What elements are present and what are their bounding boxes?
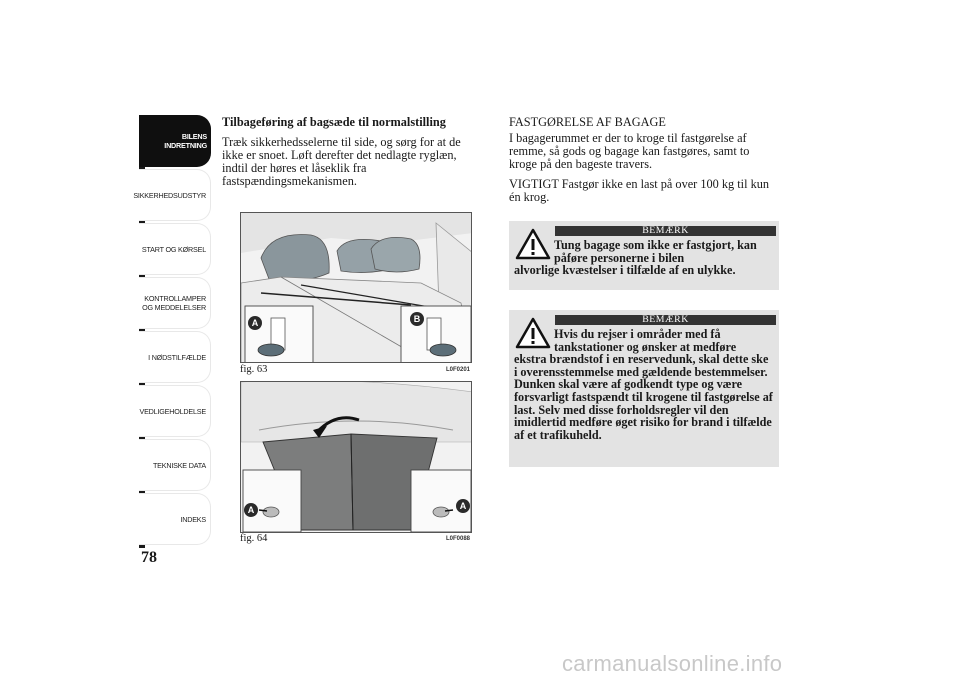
tab-bilens-indretning[interactable]: [139, 115, 211, 167]
note-first-lines: Tung bagage som ikke er fastgjort, kan påføre personerne i bilen: [554, 238, 757, 265]
body-paragraph-1: I bagagerummet er der to kroge til fastgørelse af remme, så gods og bagage kan fastgøres, samt to kroge på den bageste travers.: [509, 131, 750, 171]
tab-label: I NØDSTILFÆLDE: [148, 352, 206, 362]
tab-label: TEKNISKE DATA: [152, 460, 206, 470]
tab-label: BILENS INDRETNING: [164, 132, 207, 150]
figure-64-image: [240, 381, 472, 533]
note-title: BEMÆRK: [555, 226, 776, 236]
figure-63-caption: fig. 63: [240, 364, 268, 375]
tab-label: SIKKERHEDSUDSTYR: [133, 190, 206, 200]
figure-64-caption: fig. 64: [240, 533, 268, 544]
warning-note-2: [509, 310, 779, 467]
callout-a: A: [251, 318, 259, 328]
left-column: [222, 116, 484, 195]
tab-sikkerhedsudstyr[interactable]: [133, 169, 211, 221]
note-rest: ekstra brændstof i en reservedunk, skal dette ske i overensstemmelse med gældende bestemmelser. Dunken skal være af godkendt type og være forsvarligt fastspændt til krogene til fastgørelse af last. Selv med disse forholdsregler vil den imidlertid medføre øget risiko for brand i tilfælde af et trafikuheld.: [514, 352, 773, 442]
tab-label: VEDLIGEHOLDELSE: [139, 406, 206, 416]
page-number: 78: [141, 549, 157, 566]
note-first-lines: Hvis du rejser i områder med få tankstationer og ønsker at medføre: [554, 327, 737, 354]
callout-a-right: A: [459, 501, 467, 511]
section-heading: FASTGØRELSE AF BAGAGE: [509, 115, 666, 129]
figure-64-code: L0F0088: [446, 536, 471, 542]
body-paragraph-2: VIGTIGT Fastgør ikke en last på over 100 kg til kun én krog.: [509, 177, 770, 204]
callout-a-left: A: [247, 505, 255, 515]
tab-i-nodstilfaelde[interactable]: [139, 331, 211, 383]
note-text: [514, 239, 774, 277]
tab-label: INDEKS: [180, 514, 206, 524]
warning-triangle-icon: [515, 228, 551, 260]
figure-63-image: [240, 212, 472, 363]
warning-triangle-icon: [515, 317, 551, 349]
tab-vedligeholdelse[interactable]: [139, 385, 211, 437]
note-text: [514, 328, 774, 441]
rear-seat-illustration: [241, 213, 472, 363]
tab-label: START OG KØRSEL: [141, 244, 206, 254]
tab-start-og-korsel[interactable]: [139, 223, 211, 275]
figure-63-code: L0F0201: [446, 367, 471, 373]
watermark: carmanualsonline.info: [562, 651, 783, 676]
tab-tekniske-data[interactable]: [139, 439, 211, 491]
tab-label: KONTROLLAMPER OG MEDDELELSER: [142, 294, 206, 312]
right-column: [509, 116, 771, 211]
callout-b: B: [413, 314, 421, 324]
tab-kontrollamper[interactable]: [139, 277, 211, 329]
luggage-hooks-illustration: [241, 382, 472, 533]
note-rest: alvorlige kvæstelser i tilfælde af en ulykke.: [514, 263, 736, 278]
note-title: BEMÆRK: [555, 315, 776, 325]
warning-note-1: [509, 221, 779, 290]
tab-indeks[interactable]: [139, 493, 211, 545]
body-paragraph: Træk sikkerhedsselerne til side, og sørg for at de ikke er snoet. Løft derefter det nedlagte ryglæn, indtil der høres et låseklik fra fastspændingsmekanismen.: [222, 135, 461, 188]
section-heading: Tilbageføring af bagsæde til normalstilling: [222, 115, 446, 129]
